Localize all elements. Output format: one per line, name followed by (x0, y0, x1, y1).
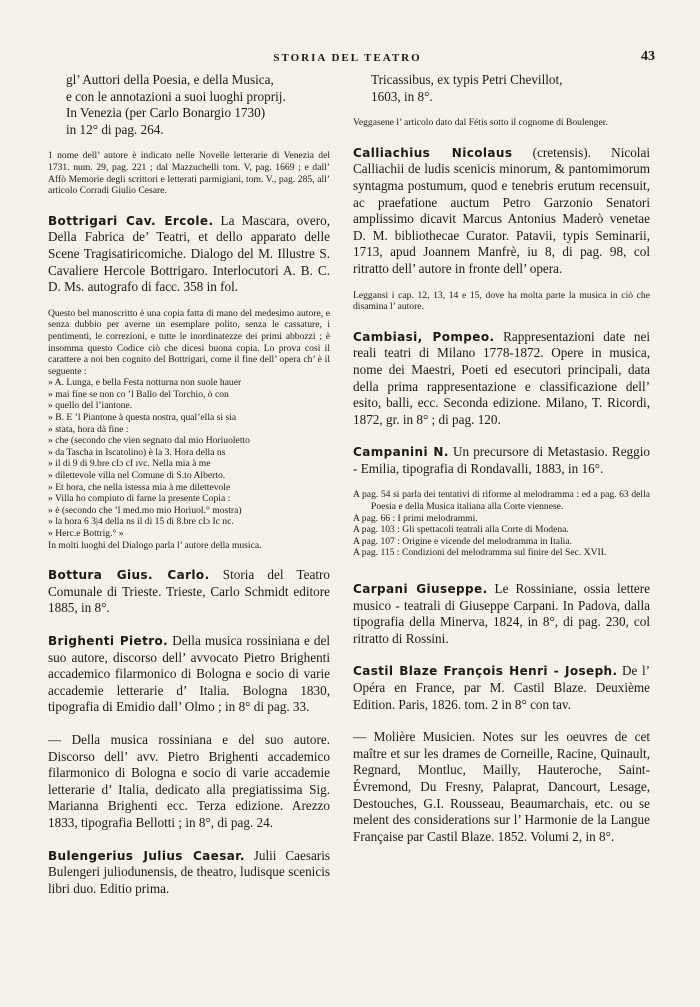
entry-body: La Mascara, overo, Della Fabrica de’ Teatri, et dello apparato delle Scene Tragisatiricomiche. Dialogo del M. Illustre S. Cavaliere Hercole Bottrigaro. Interlocutori A. B. C. D. Ms. autografo di facc. 358 in fol. (48, 212, 330, 295)
entry-heading: Calliachius Nicolaus (353, 145, 513, 160)
quote-line: » che (secondo che vien segnato dal mio Horiuoletto (48, 435, 250, 447)
bibliography-entry (353, 581, 650, 647)
note-paragraph: In molti luoghi del Dialogo parla l’ autore della musica. (48, 539, 262, 551)
footnote: 1 nome dell’ autore è indicato nelle Novelle letterarie di Venezia del 1731. num. 29, pag. 221 ; dal Mazzuchelli tom. V, pag. 1669 ; e dall’ Affò Memorie degli scrittori e letterati parmigiani, tom. V., pag. 285, all’ articolo Corradi Giulio Cesare. (48, 150, 330, 197)
bibliography-entry (48, 848, 330, 898)
note-paragraph: Leggansi i cap. 12, 13, 14 e 15, dove ha molta parte la musica in ciò che disamina l’ autore. (353, 289, 650, 313)
quote-line: » Herc.e Bottrig.° » (48, 528, 124, 539)
entry-heading: Bottrigari Cav. Ercole. (48, 213, 214, 228)
continuation-text (48, 72, 330, 138)
entry-body: Della musica rossiniana e del suo autore, discorso dell’ avvocato Pietro Brighenti accademico filarmonico di Bologna e socio di varie accademie letterarie d’ Italia. Bologna 1830, tipografia di Emidio dall’ Olmo ; in 8° di pag. 33. (48, 632, 331, 715)
quote-line: » quello del l’iantone. (48, 400, 133, 412)
bibliography-entry (353, 663, 650, 713)
text-line: e con le annotazioni a suoi luoghi proprij. (66, 88, 286, 104)
quote-line: » mai fine se non co ’l Ballo del Torchio, ò con (48, 388, 229, 400)
quote-line: » Villa ho compiuto di farne la presente Copia : (48, 493, 231, 505)
running-title: STORIA DEL TEATRO (273, 52, 422, 64)
quote-line: » B. E ’l Piantone à questa nostra, qual’ella si sia (48, 412, 237, 424)
left-column (48, 72, 330, 897)
bibliography-entry (353, 444, 650, 477)
text-line: In Venezia (per Carlo Bonargio 1730) (66, 105, 266, 121)
note-paragraph: Veggasene l’ articolo dato dal Fétis sotto il cognome di Boulenger. (353, 117, 608, 129)
quote-line: » stata, hora dà fine : (48, 423, 129, 435)
bibliography-entry (48, 633, 330, 716)
quote-line: » Et hora, che nella istessa mia à me dilettevole (48, 481, 231, 493)
entry-heading: Brighenti Pietro. (48, 633, 169, 648)
right-column (353, 72, 650, 845)
entry-body: De l’ Opéra en France, par M. Castil Blaze. Deuxième Edition. Paris, 1826. tom. 2 in 8° con tav. (353, 663, 651, 712)
entry-body: Rappresentazioni date nei reali teatri di Milano 1778-1872. Opere in musica, nome dei Maestri, Poeti ed esecutori principali, data della prima rappresentazione e classificazione dell’ esito, balli, ecc. Seconda edizione. Milano, T. Ricordi, 1872, gr. in 8° ; di pag. 120. (353, 328, 651, 427)
entry-heading: Cambiasi, Pompeo. (353, 329, 495, 344)
entry-body: Un precursore di Metastasio. Reggio - Emilia, tipografia di Rondavalli, 1883, in 16°. (353, 444, 650, 476)
page-references (353, 489, 650, 559)
reference-line: A pag. 66 : I primi melodrammi. (353, 512, 478, 524)
quote-line: » dilettevole villa nel Comune di S.to Alberto. (48, 470, 226, 482)
reference-line: A pag. 103 : Gli spettacoli teatrali alla Corte di Modena. (353, 524, 569, 536)
bibliography-entry: — Della musica rossiniana e del suo autore. Discorso dell’ avv. Pietro Brighenti accademico filarmonico di Bologna e socio di varie accademie letterarie d’ Italia, dedicato alla pregiatissima Sig. Marianna Brighenti ecc. Terza edizione. Arezzo 1833, tipografia Bellotti ; in 8°, di pag. 24. (48, 731, 330, 830)
bibliography-entry (353, 145, 650, 278)
bibliography-entry (48, 567, 330, 617)
page-number: 43 (641, 49, 655, 64)
reference-line: A pag. 54 si parla dei tentativi di riforme al melodramma : ed a pag. 63 della Poesia e della Musica italiana alla Corte viennese. (353, 489, 650, 513)
reference-line: A pag. 107 : Origine e vicende del melodramma in Italia. (353, 535, 572, 547)
quote-line: » la hora 6 3|4 della ns il di 15 di 8.bre cIɔ Ic nc. (48, 516, 234, 528)
text-line: 1603, in 8°. (371, 88, 433, 104)
quote-line: » da Tascha in Iscatolino) è la 3. Hora della ns (48, 446, 226, 458)
entry-body: (cretensis). Nicolai Calliachii de ludis scenicis minorum, & pantomimorum syntagma postumum, quod e tenebris erutum recensuit, ac praefatione auctum Petro Garzonio Senatori amplissimo dicavit Marcus Antonius Maderò venetae D. M. bibliothecae Curator. Patavii, typis Seminarii, 1713, apud Joannem Manfrè, iu 8, di pag. 98, col ritratto dell’ autore in fronte dell’ opera. (353, 144, 650, 276)
entry-heading: Bottura Gius. Carlo. (48, 568, 210, 583)
continuation-text (353, 72, 650, 105)
entry-heading: Castil Blaze François Henri - Joseph. (353, 664, 618, 679)
bibliography-entry (48, 213, 330, 296)
entry-heading: Campanini N. (353, 445, 449, 460)
text-line: Tricassibus, ex typis Petri Chevillot, (371, 72, 563, 87)
quoted-passage (48, 377, 330, 539)
quote-line: » il di 9 di 9.bre cIɔ cI ıvc. Nella mia à me (48, 458, 211, 470)
bibliography-entry: — Molière Musicien. Notes sur les oeuvres de cet maître et sur les drames de Corneille, Racine, Quinault, Regnard, Montluc, Mailly, Hauteroche, Saint-Évremond, Du Fresny, Palaprat, Dancourt, Lesage, Destouches, G.I. Rousseau, Beaumarchais, etc. ou se melent des considerations sur l’ Harmonie de la Langue Française par Castil Blaze. 1852. Volumi 2, in 8°. (353, 729, 650, 844)
quote-line: » A. Lunga, e bella Festa notturna non suole hauer (48, 377, 242, 389)
text-line: gl’ Auttori della Poesia, e della Musica, (66, 72, 274, 87)
entry-body: Storia del Teatro Comunale di Trieste. Trieste, Carlo Schmidt editore 1885, in 8°. (48, 567, 330, 616)
entry-heading: Bulengerius Julius Caesar. (48, 848, 245, 863)
text-line: in 12° di pag. 264. (66, 121, 164, 137)
page-header (40, 49, 655, 72)
reference-line: A pag. 115 : Condizioni del melodramma sul finire del Sec. XVII. (353, 547, 607, 559)
entry-body: Julii Caesaris Bulengeri juliodunensis, de theatro, ludisque scenicis libri duo. Editio prima. (48, 847, 330, 896)
note-paragraph: Questo bel manoscritto è una copia fatta di mano del medesimo autore, e senza dubbio per averne un esemplare polito, senza le cassature, i pentimenti, le correzioni, e tutte le inordinatezze dei primi abbozzi ; è insomma questo Codice ciò che dicesi buona copia. Lo prova così il carattere a noi ben cognito del Bottrigari, come il fine dell’ opera ch’ è il seguente : (48, 307, 330, 377)
entry-heading: Carpani Giuseppe. (353, 582, 488, 597)
bibliography-entry (353, 329, 650, 429)
quote-line: » è (secondo che ’l med.mo mio Horiuol.° mostra) (48, 504, 242, 516)
entry-body: Le Rossiniane, ossia lettere musico - teatrali di Giuseppe Carpani. In Padova, dalla tipografia della Minerva, 1824, in 8°, di pag. 230, col ritratto di Rossini. (353, 581, 650, 646)
